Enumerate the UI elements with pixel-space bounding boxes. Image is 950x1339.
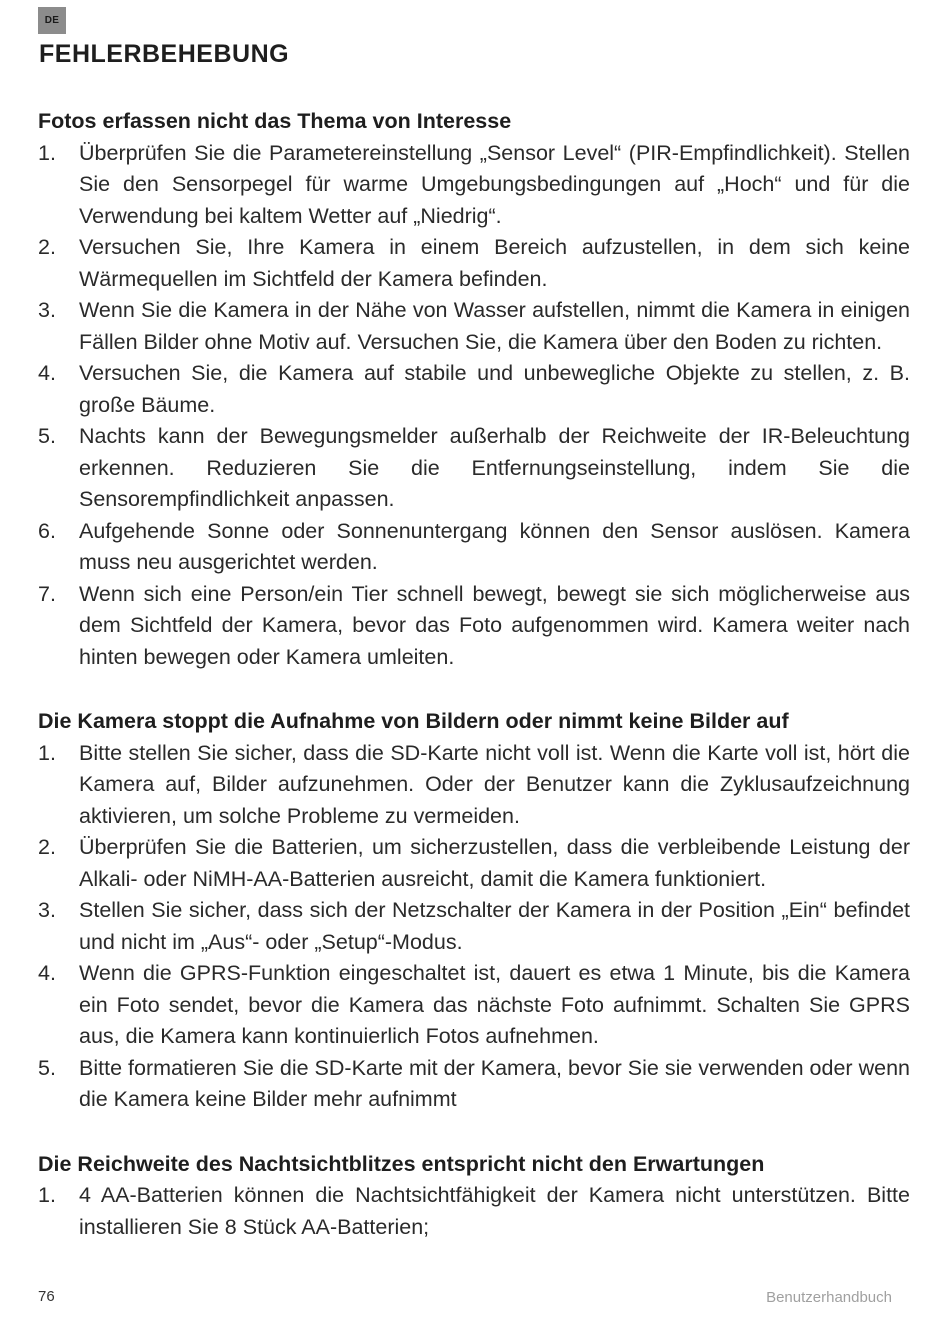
numbered-list [38,1180,910,1243]
item-text: Versuchen Sie, die Kamera auf stabile und unbewegliche Objekte zu stellen, z. B. große Bäume. [79,361,910,417]
list-item [38,358,910,421]
list-item [38,738,910,833]
item-text: Überprüfen Sie die Parametereinstellung „Sensor Level“ (PIR-Empfindlichkeit). Stellen Sie den Sensorpegel für warme Umgebungsbedingungen auf „Hoch“ und für die Verwendung bei kaltem Wetter auf „Niedrig“. [79,140,910,228]
item-number: 1. [38,1183,56,1207]
list-item [38,895,910,958]
item-text: Versuchen Sie, Ihre Kamera in einem Bereich aufzustellen, in dem sich keine Wärmequellen im Sichtfeld der Kamera befinden. [79,235,910,291]
item-number: 1. [38,140,56,165]
item-number: 3. [38,898,56,922]
item-number: 5. [38,1055,56,1080]
list-item [38,1053,910,1116]
item-number: 4. [38,361,56,385]
list-item [38,138,910,233]
item-text: Wenn die GPRS-Funktion eingeschaltet ist, dauert es etwa 1 Minute, bis die Kamera ein Foto sendet, bevor die Kamera das nächste Foto aufnimmt. Schalten Sie GPRS aus, die Kamera kann kontinuierlich Fotos aufnehmen. [79,961,910,1048]
section-heading: Fotos erfassen nicht das Thema von Interesse [38,109,512,133]
list-item [38,958,910,1053]
page-title: FEHLERBEHEBUNG [39,40,290,68]
section-camera-stops-recording [38,706,910,1116]
list-item [38,579,910,674]
list-item [38,295,910,358]
item-text: 4 AA-Batterien können die Nachtsichtfähigkeit der Kamera nicht unterstützen. Bitte installieren Sie 8 Stück AA-Batterien; [79,1183,910,1239]
item-text: Wenn Sie die Kamera in der Nähe von Wasser aufstellen, nimmt die Kamera in einigen Fällen Bilder ohne Motiv auf. Versuchen Sie, die Kamera über den Boden zu richten. [79,298,910,354]
item-number: 2. [38,835,56,859]
list-item [38,516,910,579]
list-item [38,1180,910,1243]
item-number: 7. [38,581,56,606]
section-heading: Die Reichweite des Nachtsichtblitzes entspricht nicht den Erwartungen [38,1151,765,1176]
item-text: Bitte formatieren Sie die SD-Karte mit der Kamera, bevor Sie sie verwenden oder wenn die Kamera keine Bilder mehr aufnimmt [79,1055,910,1111]
page-number: 76 [38,1288,55,1305]
item-text: Bitte stellen Sie sicher, dass die SD-Karte nicht voll ist. Wenn die Karte voll ist, hört die Kamera auf, Bilder aufzunehmen. Oder der Benutzer kann die Zyklusaufzeichnung aktivieren, um solche Probleme zu vermeiden. [79,740,910,828]
list-item [38,421,910,516]
item-number: 2. [38,235,56,259]
item-number: 4. [38,961,56,985]
manual-label: Benutzerhandbuch [766,1289,892,1306]
list-item [38,832,910,895]
language-badge: DE [38,7,66,34]
item-text: Nachts kann der Bewegungsmelder außerhalb der Reichweite der IR-Beleuchtung erkennen. Reduzieren Sie die Entfernungseinstellung, indem Sie die Sensorempfindlichkeit anpassen. [79,424,910,511]
item-number: 3. [38,298,56,322]
troubleshooting-content [38,106,910,1276]
section-night-flash-range [38,1149,910,1244]
numbered-list [38,138,910,674]
numbered-list [38,738,910,1116]
item-number: 5. [38,424,56,448]
item-text: Aufgehende Sonne oder Sonnenuntergang können den Sensor auslösen. Kamera muss neu ausgerichtet werden. [79,518,910,574]
item-number: 6. [38,518,56,543]
item-number: 1. [38,740,56,765]
section-photos-no-subject [38,106,910,673]
list-item [38,232,910,295]
item-text: Wenn sich eine Person/ein Tier schnell bewegt, bewegt sie sich möglicherweise aus dem Sichtfeld der Kamera, bevor das Foto aufgenommen wird. Kamera weiter nach hinten bewegen oder Kamera umleiten. [79,581,910,669]
item-text: Überprüfen Sie die Batterien, um sicherzustellen, dass die verbleibende Leistung der Alkali- oder NiMH-AA-Batterien ausreicht, damit die Kamera funktioniert. [79,835,910,891]
item-text: Stellen Sie sicher, dass sich der Netzschalter der Kamera in der Position „Ein“ befindet und nicht im „Aus“- oder „Setup“-Modus. [79,898,910,954]
section-heading: Die Kamera stoppt die Aufnahme von Bildern oder nimmt keine Bilder auf [38,709,789,733]
